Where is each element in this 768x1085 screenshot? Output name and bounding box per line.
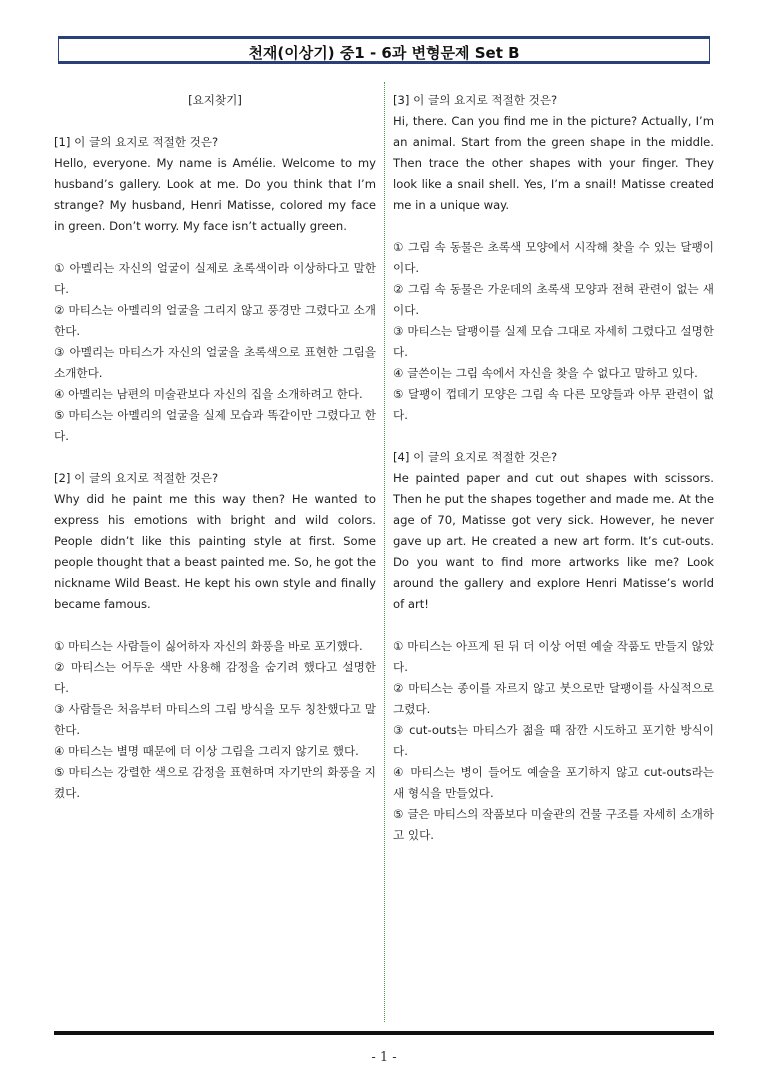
option: ④ 아멜리는 남편의 미술관보다 자신의 집을 소개하려고 한다. bbox=[54, 387, 363, 401]
question-1 bbox=[54, 132, 376, 447]
option: ⑤ 글은 마티스의 작품보다 미술관의 건물 구조를 자세히 소개하고 있다. bbox=[393, 807, 714, 842]
footer-rule bbox=[54, 1031, 714, 1035]
page-number: - 1 - bbox=[371, 1050, 397, 1065]
option: ① 마티스는 아프게 된 뒤 더 이상 어떤 예술 작품도 만들지 않았다. bbox=[393, 639, 714, 674]
option: ① 아멜리는 자신의 얼굴이 실제로 초록색이라 이상하다고 말한다. bbox=[54, 261, 376, 296]
question-3 bbox=[393, 90, 714, 426]
question-head: [1] 이 글의 요지로 적절한 것은? bbox=[54, 135, 219, 149]
column-divider bbox=[384, 82, 385, 1022]
option: ① 그림 속 동물은 초록색 모양에서 시작해 찾을 수 있는 달팽이이다. bbox=[393, 240, 714, 275]
question-passage: Why did he paint me this way then? He wanted to express his emotions with bright and wild colors. People didn’t like this painting style at first. Some people thought that a beast painted me. So, he got the nickname Wild Beast. He kept his own style and finally became famous. bbox=[54, 492, 376, 611]
page-title: 천재(이상기) 중1 - 6과 변형문제 Set B bbox=[58, 36, 710, 64]
option: ⑤ 마티스는 강렬한 색으로 감정을 표현하며 자기만의 화풍을 지켰다. bbox=[54, 765, 376, 800]
left-column bbox=[54, 90, 376, 804]
question-head: [3] 이 글의 요지로 적절한 것은? bbox=[393, 93, 558, 107]
option: ② 그림 속 동물은 가운데의 초록색 모양과 전혀 관련이 없는 새이다. bbox=[393, 282, 714, 317]
option: ⑤ 마티스는 아멜리의 얼굴을 실제 모습과 똑같이만 그렸다고 한다. bbox=[54, 408, 376, 443]
question-2 bbox=[54, 468, 376, 804]
question-4 bbox=[393, 447, 714, 846]
option: ④ 글쓴이는 그림 속에서 자신을 찾을 수 없다고 말하고 있다. bbox=[393, 366, 698, 380]
option: ② 마티스는 아멜리의 얼굴을 그리지 않고 풍경만 그렸다고 소개한다. bbox=[54, 303, 376, 338]
right-column bbox=[393, 90, 714, 846]
option: ③ 사람들은 처음부터 마티스의 그림 방식을 모두 칭찬했다고 말한다. bbox=[54, 702, 376, 737]
option: ⑤ 달팽이 껍데기 모양은 그림 속 다른 모양들과 아무 관련이 없다. bbox=[393, 387, 714, 422]
option: ④ 마티스는 병이 들어도 예술을 포기하지 않고 cut-outs라는 새 형식을 만들었다. bbox=[393, 765, 714, 800]
option: ③ 아멜리는 마티스가 자신의 얼굴을 초록색으로 표현한 그림을 소개한다. bbox=[54, 345, 376, 380]
question-head: [2] 이 글의 요지로 적절한 것은? bbox=[54, 471, 219, 485]
section-title: [요지찾기] bbox=[188, 93, 242, 107]
question-passage: Hello, everyone. My name is Amélie. Welcome to my husband’s gallery. Look at me. Do you think that I’m strange? My husband, Henri Matisse, colored my face in green. Don’t worry. My face isn’t actually green. bbox=[54, 156, 376, 233]
option: ② 마티스는 어두운 색만 사용해 감정을 숨기려 했다고 설명한다. bbox=[54, 660, 376, 695]
option: ④ 마티스는 별명 때문에 더 이상 그림을 그리지 않기로 했다. bbox=[54, 744, 359, 758]
option: ② 마티스는 종이를 자르지 않고 붓으로만 달팽이를 사실적으로 그렸다. bbox=[393, 681, 714, 716]
question-passage: Hi, there. Can you find me in the picture? Actually, I’m an animal. Start from the green shape in the middle. Then trace the other shapes with your finger. They look like a snail shell. Yes, I’m a snail! Matisse created me in a unique way. bbox=[393, 114, 714, 212]
option: ③ cut-outs는 마티스가 젊을 때 잠깐 시도하고 포기한 방식이다. bbox=[393, 723, 714, 758]
option: ③ 마티스는 달팽이를 실제 모습 그대로 자세히 그렸다고 설명한다. bbox=[393, 324, 714, 359]
question-head: [4] 이 글의 요지로 적절한 것은? bbox=[393, 450, 558, 464]
question-passage: He painted paper and cut out shapes with scissors. Then he put the shapes together and made me. At the age of 70, Matisse got very sick. However, he never gave up art. He created a new art form. It’s cut-outs. Do you want to find more artworks like me? Look around the gallery and explore Henri Matisse’s world of art! bbox=[393, 471, 714, 611]
option: ① 마티스는 사람들이 싫어하자 자신의 화풍을 바로 포기했다. bbox=[54, 639, 363, 653]
